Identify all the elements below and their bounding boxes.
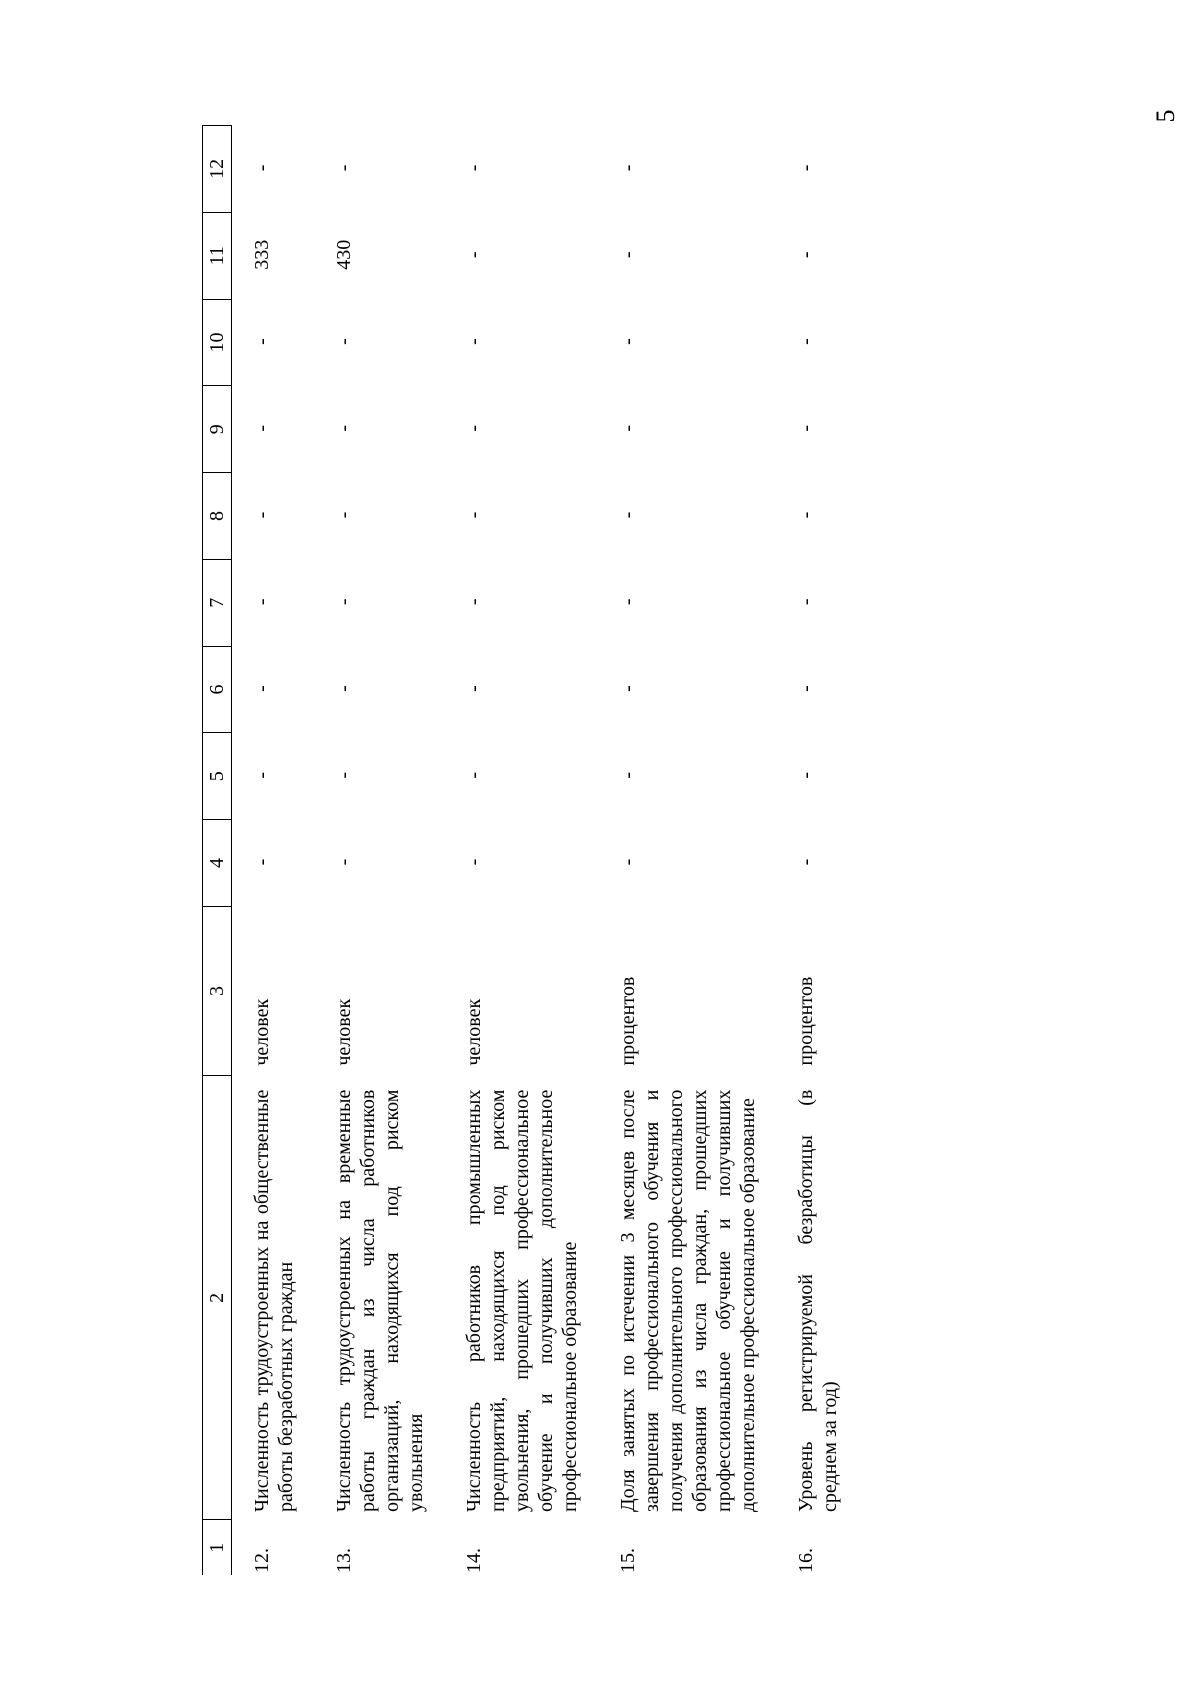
value-cell: - <box>333 511 355 519</box>
unit-of-measure: человек <box>333 998 355 1066</box>
column-header: 11 <box>203 212 232 299</box>
value-cell: - <box>795 511 817 519</box>
row-number: 16. <box>795 1548 817 1573</box>
value-cell: - <box>617 598 639 606</box>
indicator-name: Доля занятых по истечении 3 месяцев после завершения профессионального обучения и получения дополнительного профессионального образования из числа граждан, прошедших профессиональное обучение и получивших дополнительное профессиональное образование <box>617 1089 759 1512</box>
column-header: 6 <box>203 646 232 733</box>
value-cell: - <box>463 511 485 519</box>
row-number: 14. <box>463 1548 485 1573</box>
value-cell: - <box>251 685 273 692</box>
column-header: 7 <box>203 559 232 646</box>
table-row <box>232 126 315 1576</box>
column-header: 5 <box>203 733 232 820</box>
value-cell: - <box>617 164 639 172</box>
table-row <box>444 126 598 1576</box>
value-cell: - <box>333 771 355 779</box>
header-row <box>203 126 232 1576</box>
value-cell: - <box>795 685 817 692</box>
value-cell: - <box>617 251 639 259</box>
value-cell: - <box>333 164 355 172</box>
value-cell: - <box>463 771 485 779</box>
column-header: 9 <box>203 386 232 473</box>
value-cell: - <box>795 251 817 259</box>
value-cell: - <box>795 858 817 866</box>
value-cell: - <box>251 511 273 519</box>
value-cell: - <box>333 338 355 345</box>
value-cell: - <box>617 338 639 345</box>
value-cell: - <box>463 338 485 345</box>
column-header: 3 <box>203 906 232 1075</box>
value-cell: - <box>251 424 273 432</box>
unit-of-measure: человек <box>251 998 273 1066</box>
value-cell: 430 <box>333 239 355 270</box>
table-row <box>776 126 858 1576</box>
value-cell: - <box>251 598 273 606</box>
value-cell: - <box>795 771 817 779</box>
unit-of-measure: процентов <box>617 976 639 1066</box>
value-cell: - <box>251 858 273 866</box>
indicator-name: Уровень регистрируемой безработицы (в среднем за год) <box>795 1089 841 1512</box>
value-cell: - <box>617 424 639 432</box>
unit-of-measure: человек <box>463 998 485 1066</box>
value-cell: - <box>463 598 485 606</box>
column-header: 2 <box>203 1076 232 1520</box>
column-header: 10 <box>203 299 232 386</box>
value-cell: - <box>251 164 273 172</box>
value-cell: 333 <box>251 239 273 270</box>
value-cell: - <box>795 164 817 172</box>
indicators-table <box>202 125 858 1575</box>
value-cell: - <box>795 338 817 345</box>
page-number: 5 <box>1151 109 1180 123</box>
row-number: 15. <box>617 1548 639 1573</box>
value-cell: - <box>333 424 355 432</box>
column-header: 8 <box>203 473 232 560</box>
row-number: 12. <box>251 1548 273 1573</box>
value-cell: - <box>333 598 355 606</box>
table-row <box>314 126 444 1576</box>
value-cell: - <box>463 424 485 432</box>
value-cell: - <box>251 338 273 345</box>
table-body <box>232 126 859 1576</box>
value-cell: - <box>795 598 817 606</box>
column-header: 12 <box>203 126 232 213</box>
value-cell: - <box>333 685 355 692</box>
value-cell: - <box>463 251 485 259</box>
value-cell: - <box>463 164 485 172</box>
row-number: 13. <box>333 1548 355 1573</box>
table-row <box>598 126 776 1576</box>
table-header <box>203 126 232 1576</box>
value-cell: - <box>617 685 639 692</box>
indicator-name: Численность трудоустроенных на временные работы граждан из числа работников организаций, находящихся под риском увольнения <box>333 1089 427 1512</box>
column-header: 4 <box>203 820 232 907</box>
indicator-name: Численность работников промышленных предприятий, находящихся под риском увольнения, прошедших профессиональное обучение и получивших дополнительное профессиональное образование <box>463 1089 581 1512</box>
column-header: 1 <box>203 1520 232 1575</box>
value-cell: - <box>617 771 639 779</box>
unit-of-measure: процентов <box>795 976 817 1066</box>
value-cell: - <box>251 771 273 779</box>
value-cell: - <box>333 858 355 866</box>
indicator-name: Численность трудоустроенных на общественные работы безработных граждан <box>251 1089 297 1512</box>
value-cell: - <box>463 685 485 692</box>
value-cell: - <box>617 511 639 519</box>
value-cell: - <box>617 858 639 866</box>
value-cell: - <box>795 424 817 432</box>
value-cell: - <box>463 858 485 866</box>
rotated-table-container <box>202 125 992 1575</box>
